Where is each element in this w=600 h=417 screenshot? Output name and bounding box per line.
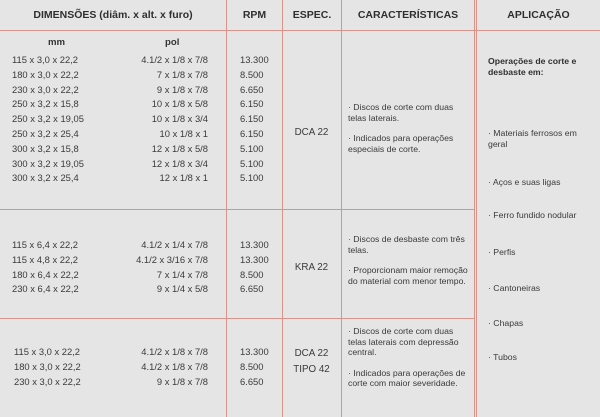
header-characteristics: CARACTERÍSTICAS [357, 9, 459, 21]
group2-pol [118, 238, 208, 297]
feature-text: · Discos de corte com duas telas laterais com depressão central. [348, 326, 459, 358]
divider [476, 0, 477, 417]
divider [0, 30, 600, 31]
dimension-mm: 115 x 3,0 x 22,2 [14, 346, 81, 357]
feature-text: · Discos de desbaste com três telas. [348, 234, 465, 255]
dimension-mm: 300 x 3,2 x 25,4 [12, 172, 79, 184]
spec-code [282, 346, 341, 378]
header-application: APLICAÇÃO [507, 9, 570, 21]
header-rpm: RPM [242, 9, 267, 21]
dimension-mm: 230 x 3,0 x 22,2 [12, 83, 79, 95]
feature-text: · Indicados para operações de corte com maior severidade. [348, 367, 466, 389]
application-item: · Cantoneiras [488, 283, 541, 293]
group2-features [348, 234, 470, 296]
dimension-pol: 7 x 1/4 x 7/8 [156, 268, 208, 280]
rpm-value: 8.500 [240, 68, 264, 80]
rpm-value: 6.650 [240, 283, 264, 295]
rpm-value: 8.500 [240, 360, 264, 372]
dimension-pol: 9 x 1/8 x 7/8 [156, 83, 208, 95]
rpm-value: 5.100 [240, 157, 264, 169]
rpm-value: 5.100 [240, 142, 264, 154]
group3-features [348, 326, 470, 399]
application-intro: Operações de corte e desbaste em: [488, 56, 577, 77]
dimension-mm: 250 x 3,2 x 15,8 [12, 98, 79, 110]
application-item: · Perfis [488, 247, 516, 257]
header-spec: ESPEC. [292, 9, 332, 21]
divider [0, 209, 474, 210]
group1-rpm [240, 53, 269, 186]
dimension-mm: 230 x 6,4 x 22,2 [12, 283, 79, 295]
dimension-mm: 250 x 3,2 x 19,05 [12, 113, 84, 125]
dimension-pol: 9 x 1/4 x 5/8 [156, 283, 208, 295]
group1-pol [118, 53, 208, 186]
rpm-value: 6.650 [240, 83, 264, 95]
dimension-pol: 9 x 1/8 x 7/8 [156, 375, 208, 387]
dimension-pol: 12 x 1/8 x 3/4 [151, 157, 208, 169]
dimension-mm: 115 x 4,8 x 22,2 [12, 253, 79, 265]
rpm-value: 13.300 [240, 239, 269, 250]
dimension-pol: 7 x 1/8 x 7/8 [156, 68, 208, 80]
rpm-value: 13.300 [240, 253, 269, 265]
dimension-pol: 4.1/2 x 1/8 x 7/8 [141, 54, 208, 65]
group3-rpm [240, 345, 269, 389]
feature-text: · Proporcionam maior remoção do material com menor tempo. [348, 265, 468, 286]
unit-mm: mm [48, 37, 66, 48]
rpm-value: 5.100 [240, 172, 264, 184]
dimension-pol: 4.1/2 x 3/16 x 7/8 [136, 253, 208, 265]
rpm-value: 13.300 [240, 346, 269, 357]
dimension-mm: 180 x 3,0 x 22,2 [14, 360, 81, 372]
dimension-pol: 12 x 1/8 x 5/8 [151, 142, 208, 154]
divider [474, 0, 475, 417]
dimension-mm: 115 x 3,0 x 22,2 [12, 54, 79, 65]
spec-code: KRA 22 [294, 262, 329, 273]
group2-mm [12, 238, 79, 297]
rpm-value: 6.150 [240, 98, 264, 110]
application-item: · Materiais ferrosos em geral [488, 128, 577, 149]
rpm-value: 6.150 [240, 127, 264, 139]
rpm-value: 6.650 [240, 375, 264, 387]
application-item: · Tubos [488, 352, 517, 362]
dimension-pol: 4.1/2 x 1/4 x 7/8 [141, 239, 208, 250]
dimension-pol: 10 x 1/8 x 5/8 [151, 98, 208, 110]
rpm-value: 6.150 [240, 113, 264, 125]
group1-mm [12, 53, 84, 186]
dimension-mm: 180 x 6,4 x 22,2 [12, 268, 79, 280]
dimension-mm: 115 x 6,4 x 22,2 [12, 239, 79, 250]
dimension-pol: 10 x 1/8 x 1 [159, 127, 208, 139]
dimension-mm: 250 x 3,2 x 25,4 [12, 127, 79, 139]
dimension-mm: 230 x 3,0 x 22,2 [14, 375, 81, 387]
spec-code-line: DCA 22 [294, 348, 329, 359]
group3-pol [118, 345, 208, 389]
dimension-mm: 300 x 3,2 x 15,8 [12, 142, 79, 154]
unit-pol: pol [165, 37, 180, 48]
dimension-pol: 10 x 1/8 x 3/4 [151, 113, 208, 125]
feature-text: · Discos de corte com duas telas laterais. [348, 102, 454, 123]
spec-code: DCA 22 [294, 127, 329, 138]
group2-rpm [240, 238, 269, 297]
application-item: · Chapas [488, 318, 524, 328]
application-item: · Ferro fundido nodular [488, 210, 577, 220]
header-dimensions: DIMENSÕES (diâm. x alt. x furo) [33, 9, 193, 21]
rpm-value: 13.300 [240, 54, 269, 65]
divider [0, 318, 474, 319]
dimension-pol: 4.1/2 x 1/8 x 7/8 [141, 346, 208, 357]
dimension-mm: 300 x 3,2 x 19,05 [12, 157, 84, 169]
group3-mm [14, 345, 81, 389]
feature-text: · Indicados para operações especiais de corte. [348, 133, 454, 154]
dimension-mm: 180 x 3,0 x 22,2 [12, 68, 79, 80]
dimension-pol: 12 x 1/8 x 1 [159, 172, 208, 184]
spec-code-line: TIPO 42 [293, 364, 330, 375]
group1-features [348, 102, 470, 164]
dimension-pol: 4.1/2 x 1/8 x 7/8 [141, 360, 208, 372]
application-item: · Aços e suas ligas [488, 177, 561, 187]
rpm-value: 8.500 [240, 268, 264, 280]
